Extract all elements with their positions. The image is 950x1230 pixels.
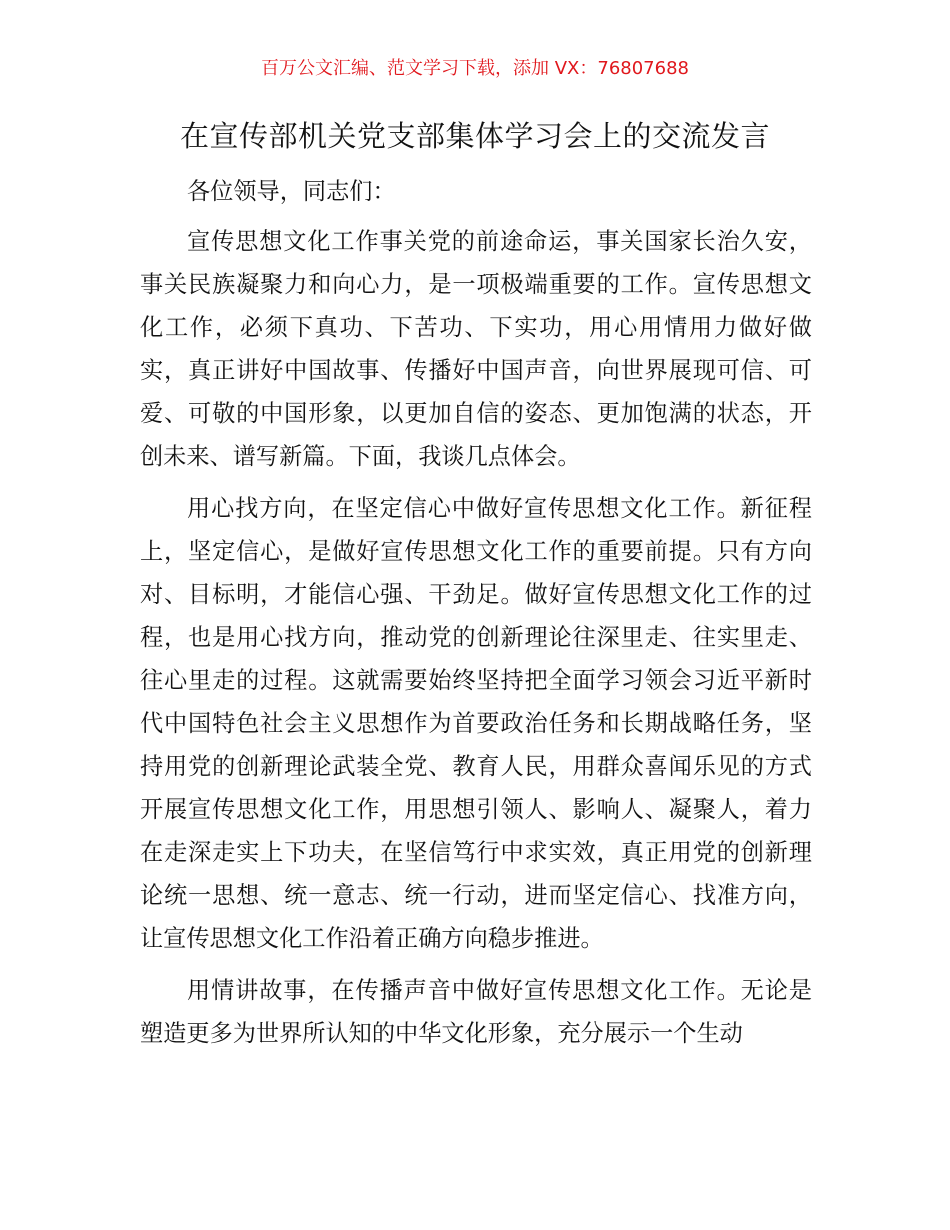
- header-banner: 百万公文汇编、范文学习下载，添加 VX：76807688: [261, 58, 689, 79]
- paragraph-intro: 宣传思想文化工作事关党的前途命运，事关国家长治久安，事关民族凝聚力和向心力，是一项极端重要的工作。宣传思想文化工作，必须下真功、下苦功、下实功，用心用情用力做好做实，真正讲好中国故事、传播好中国声音，向世界展现可信、可爱、可敬的中国形象，以更加自信的姿态、更加饱满的状态，开创未来、谱写新篇。下面，我谈几点体会。: [140, 228, 812, 470]
- document-body: [140, 170, 812, 1064]
- paragraph-direction: 用心找方向，在坚定信心中做好宣传思想文化工作。新征程上，坚定信心，是做好宣传思想文化工作的重要前提。只有方向对、目标明，才能信心强、干劲足。做好宣传思想文化工作的过程，也是用心找方向，推动党的创新理论往深里走、往实里走、往心里走的过程。这就需要始终坚持把全面学习领会习近平新时代中国特色社会主义思想作为首要政治任务和长期战略任务，坚持用党的创新理论武装全党、教育人民，用群众喜闻乐见的方式开展宣传思想文化工作，用思想引领人、影响人、凝聚人，着力在走深走实上下功夫，在坚信笃行中求实效，真正用党的创新理论统一思想、统一意志、统一行动，进而坚定信心、找准方向，让宣传思想文化工作沿着正确方向稳步推进。: [140, 495, 812, 952]
- document-title: 在宣传部机关党支部集体学习会上的交流发言: [179, 119, 770, 153]
- greeting: 各位领导，同志们：: [187, 178, 396, 205]
- paragraph-storytelling: 用情讲故事，在传播声音中做好宣传思想文化工作。无论是塑造更多为世界所认知的中华文化形象，充分展示一个生动: [140, 977, 812, 1047]
